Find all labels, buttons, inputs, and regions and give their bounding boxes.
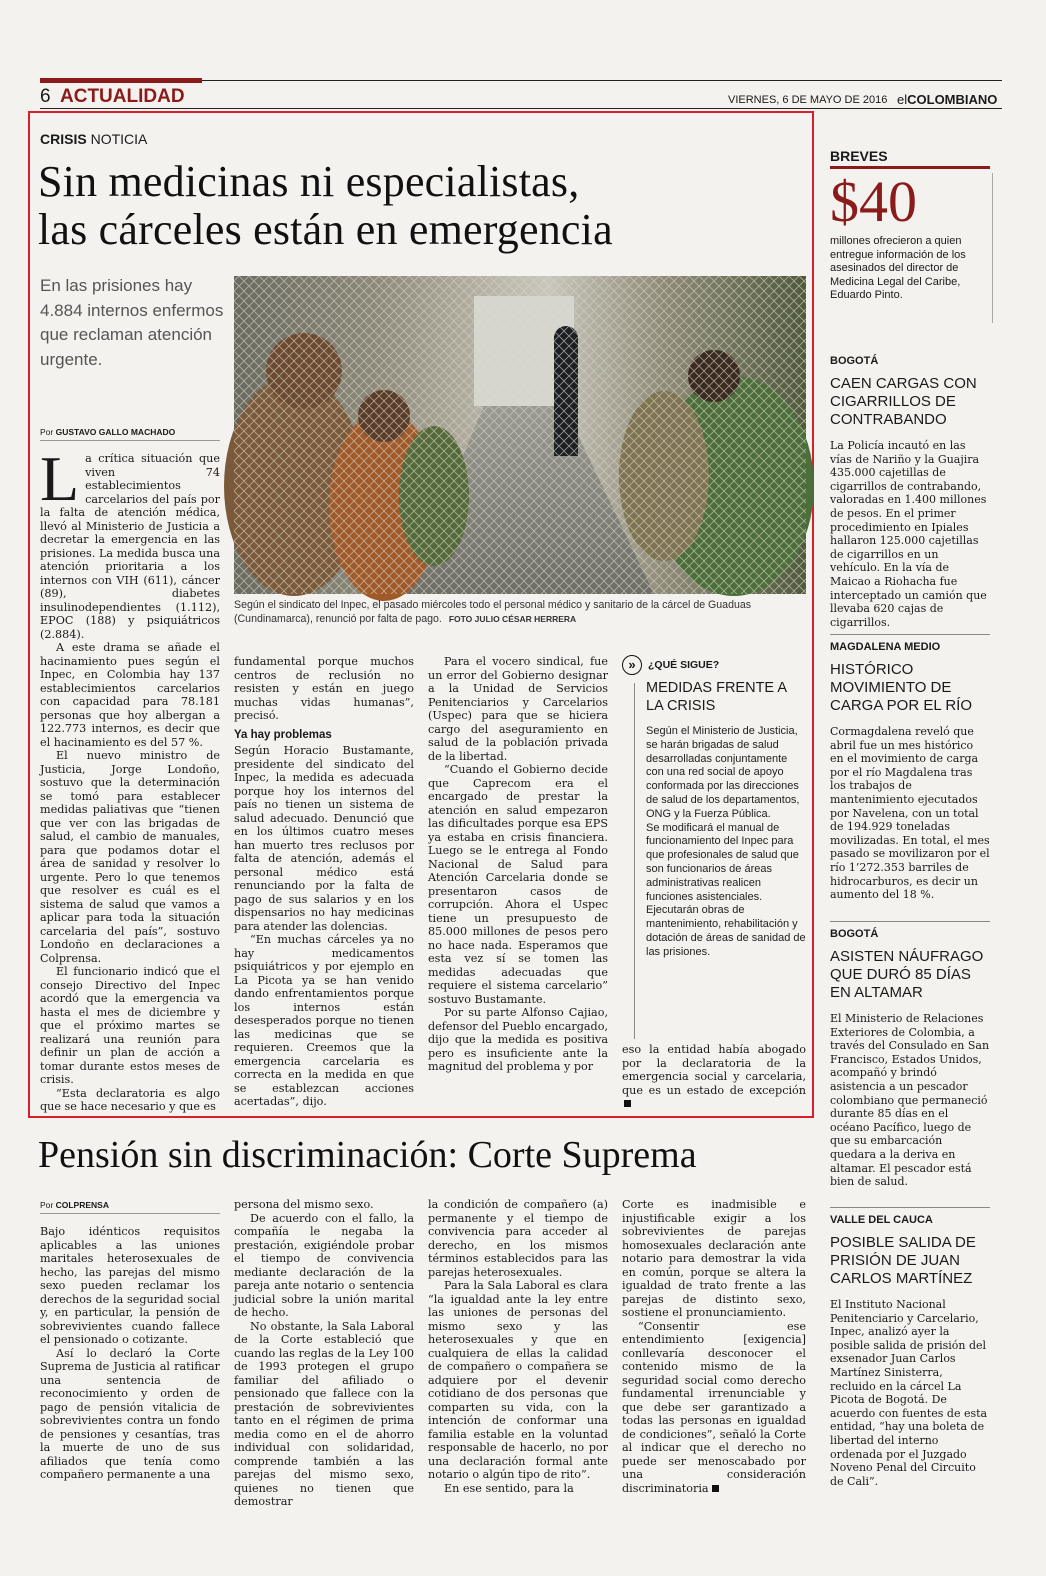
second-column-1 — [40, 1225, 220, 1500]
brief-4-title: POSIBLE SALIDA DE PRISIÓN DE JUAN CARLOS MARTÍNEZ — [830, 1234, 976, 1287]
main-col2-p3: “En muchas cárceles ya no hay medicamentos psiquiátricos y por ejemplo en La Picota ya se han venido dando enfrentamientos porque los internos están desesperados porque no tienen las medicinas que se requieren. Creemos que la emergencia carcelaria es correcta en la medida en que se establezcan acciones acertadas”, dijo. — [234, 933, 414, 1108]
main-headline — [38, 158, 613, 254]
header-top-rule — [202, 80, 1002, 81]
main-col2-p1: fundamental porque muchos centros de reclusión no resisten y están en juego muchas vidas humanas”, precisó. — [234, 655, 414, 722]
whats-next-body-1: Según el Ministerio de Justicia, se harán brigadas de salud desarrolladas conjuntamente con una red social de apoyo conformada por las direcciones de salud de los departamentos, ONG y la Fuerza Pública. — [646, 725, 800, 820]
second-byline — [40, 1200, 109, 1210]
main-column-3 — [428, 655, 608, 1100]
whats-next-body-3: Ejecutarán obras de mantenimiento, rehabilitación y dotación de áreas de sanidad de las prisiones. — [646, 904, 806, 958]
main-column-2 — [234, 655, 414, 1108]
headline-line-2: las cárceles están en emergencia — [38, 205, 613, 254]
brief-2-title: HISTÓRICO MOVIMIENTO DE CARGA POR EL RÍO — [830, 661, 972, 714]
main-col1-p4: El funcionario indicó que el consejo Directivo del Inpec acordó que la emergencia va hasta el mes de diciembre y que el próximo martes se realizará una reunión para definir un plan de acción a tomar durante estos meses de crisis. — [40, 965, 220, 1086]
briefs-vertical-rule — [992, 173, 993, 323]
main-col2-p2: Según Horacio Bustamante, presidente del sindicato del Inpec, la medida es adecuada porque hoy los internos del país no tienen un sistema de salud adecuado. Denunció que en los últimos cuatro meses han muerto tres reclusos por falta de atención, además el personal médico está renunciando por la falta de pago de sus salarios y en los dispensarios no hay medicinas para atender las dolencias. — [234, 744, 414, 933]
second-col2-p2: De acuerdo con el fallo, la compañía le negaba la prestación, exigiéndole probar el tiempo de convivencia mediante declaración de la pareja ante notario o sentencia judicial sobre la unión marital de hecho. — [234, 1211, 414, 1319]
main-subhead: Ya hay problemas — [234, 728, 332, 741]
brief-1-title: CAEN CARGAS CON CIGARRILLOS DE CONTRABANDO — [830, 375, 977, 428]
second-end-mark-icon — [712, 1485, 719, 1492]
brief-item-2 — [830, 641, 990, 902]
photo-credit: FOTO JULIO CÉSAR HERRERA — [448, 614, 577, 624]
double-chevron-icon: » — [622, 655, 642, 675]
brief-4-body: El Instituto Nacional Penitenciario y Carcelario, Inpec, analizó ayer la posible salida de prisión del exsenador Juan Carlos Martínez Sinisterra, recluido en la cárcel La Picota de Bogotá. De acuerdo con fuentes de esta entidad, “hay una boleta de libertad del interno ordenada por el Juzgado Noveno Penal del Circuito de Cali”. — [830, 1298, 988, 1488]
brief-1-body: La Policía incautó en las vías de Nariño y la Guajira 435.000 cajetillas de cigarrillos de contrabando, valoradas en 1.400 millones de pesos. En el primer procedimiento en Ipiales hallaron 125.000 cajetillas de cigarrillos en un vehículo. En la vía de Maicao a Riohacha fue interceptado un camión que llevaba 620 cajas de cigarrillos. — [830, 439, 987, 629]
main-col1-p3: El nuevo ministro de Justicia, Jorge Londoño, sostuvo que la determinación se tomó para establecer medidas paliativas que “tienen que ver con las brigadas de salud, el cambio de manuales, para que podamos dotar el área de sanidad y resolver lo urgente. Pero lo que tenemos que resolver es cuál es el sistema de salud que vamos a aplicar para toda la situación carcelaria del país”, sostuvo Londoño en declaraciones a Colprensa. — [40, 749, 220, 965]
drop-cap: L — [40, 443, 80, 514]
whats-next-label: ¿QUÉ SIGUE? — [648, 659, 720, 671]
newspaper-name — [897, 92, 997, 107]
second-col3-p1: la condición de compañero (a) permanente y el tiempo de convivencia para acceder al derecho, en los mismos términos establecidos para las parejas heterosexuales. — [428, 1198, 608, 1279]
newspaper-title: COLOMBIANO — [907, 92, 998, 107]
brief-3-body: El Ministerio de Relaciones Exteriores de Colombia, a través del Consulado en San Francisco, Estados Unidos, acompañó y brindó asistencia a un pescador colombiano que permaneció durante 85 días en el océano Pacífico, luego de que su embarcación quedara a la deriva en altamar. El pescador está bien de salud. — [830, 1012, 990, 1189]
brief-item-1 — [830, 355, 990, 629]
second-column-3 — [428, 1198, 608, 1500]
byline-name: GUSTAVO GALLO MACHADO — [55, 427, 176, 437]
main-col3-p3: Por su parte Alfonso Cajiao, defensor del Pueblo encargado, dijo que la medida es positiva pero es insuficiente ante la magnitud del problema y por — [428, 1006, 608, 1073]
whats-next-box — [622, 655, 806, 960]
kicker-light: NOTICIA — [90, 131, 148, 147]
byline-rule — [40, 440, 220, 441]
brief-3-category: BOGOTÁ — [830, 928, 879, 940]
main-col3-p1: Para el vocero sindical, fue un error del Gobierno designar a la Unidad de Servicios Penitenciarios y Carcelarios (Uspec) para que se hiciera cargo del aseguramiento en salud de la población privada de la libertad. — [428, 655, 608, 763]
kicker-bold: CRISIS — [40, 131, 87, 147]
deck: En las prisiones hay 4.884 internos enfermos que reclaman atención urgente. — [40, 276, 224, 369]
header-bottom-rule — [40, 108, 1002, 109]
second-headline: Pensión sin discriminación: Corte Suprema — [38, 1134, 697, 1176]
section-title: ACTUALIDAD — [60, 86, 185, 107]
headline-line-1: Sin medicinas ni especialistas, — [38, 157, 580, 206]
brief-4-category: VALLE DEL CAUCA — [830, 1214, 933, 1226]
issue-date: VIERNES, 6 DE MAYO DE 2016 — [728, 94, 888, 106]
briefs-label: BREVES — [830, 148, 888, 164]
page-number: 6 — [40, 86, 51, 107]
whats-next-body — [646, 725, 806, 960]
second-byline-name: COLPRENSA — [55, 1200, 109, 1210]
main-col4-end — [622, 1043, 806, 1111]
second-col4-p2-text: “Consentir ese entendimiento [exigencia] conllevaría desconocer el contenido mismo de la seguridad social como derecho fundamental irrenunciable y que debe ser garantizado a todas las personas en igualdad de condiciones”, señaló la Corte al indicar que el derecho no puede ser menoscabado por una consideración discriminatoria — [622, 1319, 806, 1495]
brief-item-3 — [830, 928, 990, 1189]
second-col4-p1: Corte es inadmisible e injustificable exigir a los sobrevivientes de parejas homosexuales declaración ante notario para demostrar la vida en común, porque se altera la igualdad de trato frente a las parejas de distinto sexo, sostiene el pronunciamiento. — [622, 1198, 806, 1319]
main-col1-p1-text: a crítica situación que viven 74 establecimientos carcelarios del país por la falta de atención médica, llevó al Ministerio de Justicia a decretar la emergencia en las prisiones. La medida busca una atención prioritaria a los internos con VIH (611), cáncer (89), diabetes insulinodependientes (1.112), EPOC (188) y psiquiátricos (2.884). — [40, 452, 220, 641]
main-col4-end-text: eso la entidad había abogado por la declaratoria de la emergencia social y carcelaria, que es un estado de excepción — [622, 1043, 806, 1097]
whats-next-body-2: Se modificará el manual de funcionamiento del Inpec para que profesionales de salud que son funcionarios de áreas administrativas realicen funciones asistenciales. — [646, 821, 799, 903]
second-col2-p3: No obstante, la Sala Laboral de la Corte estableció que cuando las reglas de la Ley 100 de 1993 protegen el grupo familiar del afiliado o pensionado que fallece con la prestación de sobrevivientes tanto en el régimen de prima media como en el de ahorro individual con solidaridad, comprende también a las parejas del mismo sexo, quienes no tienen que demostrar — [234, 1319, 414, 1508]
second-byline-prefix: Por — [40, 1200, 54, 1210]
second-col3-p2: Para la Sala Laboral es clara “la igualdad ante la ley entre las uniones de personas del mismo sexo y las heterosexuales y que en cualquiera de ellas la calidad de compañero o compañera se adquiere por el devenir cotidiano de dos personas que comparten su vida, con la intención de conformar una familia estable en la voluntad responsable de hacerlo, no por una declaración formal ante notario o algún tipo de rito”. — [428, 1279, 608, 1481]
main-column-1 — [40, 443, 220, 1113]
second-col4-p2 — [622, 1320, 806, 1496]
main-col1-p2: A este drama se añade el hacinamiento pues según el Inpec, en Colombia hay 137 establecimientos carcelarios con capacidad para 78.181 personas que hoy albergan a 122.773 internos, es decir que el hacinamiento es del 57 %. — [40, 641, 220, 749]
whats-next-title: MEDIDAS FRENTE A LA CRISIS — [646, 680, 787, 714]
main-col1-p5: “Esta declaratoria es algo que se hace necesario y que es — [40, 1086, 220, 1113]
brief-3-title: ASISTEN NÁUFRAGO QUE DURÓ 85 DÍAS EN ALTAMAR — [830, 948, 984, 1001]
photo-caption — [234, 598, 806, 626]
main-col3-p2: “Cuando el Gobierno decide que Caprecom era el encargado de prestar la atención en salud empezaron las dificultades porque esa EPS ya estaba en crisis financiera. Luego se le entrega al Fondo Nacional de Salud para Atención Carcelaria donde se presentaron casos de corrupción. Ahora el Uspec tiene un presupuesto de 85.000 millones de pesos pero no hace nada. Esperamos que esta vez sí se tomen las medidas adecuadas que requiere el sistema carcelario” sostuvo Bustamante. — [428, 763, 608, 1006]
brief-divider-1 — [830, 634, 990, 635]
prison-photo — [234, 276, 806, 594]
header-top-bar — [40, 78, 202, 83]
photo-illustration — [234, 276, 806, 594]
briefs-big-figure: $40 — [830, 169, 917, 234]
main-column-4-end — [622, 1043, 806, 1111]
newspaper-prefix: el — [897, 92, 908, 107]
kicker — [40, 131, 147, 147]
whats-next-side-rule — [634, 683, 635, 1039]
second-byline-rule — [40, 1213, 220, 1214]
second-col1-p1: Bajo idénticos requisitos aplicables a las uniones maritales heterosexuales de hecho, las parejas del mismo sexo pueden reclamar los derechos de la seguridad social y, en particular, la pensión de sobrevivientes cuando fallece el pensionado o cotizante. — [40, 1225, 220, 1346]
caption-text: Según el sindicato del Inpec, el pasado miércoles todo el personal médico y sanitario de la cárcel de Guaduas (Cundinamarca), renunció por falta de pago. — [234, 599, 752, 625]
briefs-sidebar — [830, 148, 990, 303]
second-col2-p1: persona del mismo sexo. — [234, 1198, 374, 1211]
second-col3-p3: En ese sentido, para la — [444, 1481, 574, 1495]
brief-2-body: Cormagdalena reveló que abril fue un mes histórico en el movimiento de carga por el río Magdalena tras los trabajos de mantenimiento ejecutados por Navelena, con un total de 194.929 toneladas movilizadas. En total, el mes pasado se movilizaron por el río 1’272.353 barriles de hidrocarburos, es decir un aumento del 18 %. — [830, 725, 990, 902]
byline — [40, 427, 175, 437]
second-column-4 — [622, 1198, 806, 1500]
brief-1-category: BOGOTÁ — [830, 355, 879, 367]
main-col1-p1 — [40, 443, 220, 641]
brief-item-4 — [830, 1214, 990, 1488]
brief-divider-3 — [830, 1207, 990, 1208]
second-col1-p2: Así lo declaró la Corte Suprema de Justicia al ratificar una sentencia de reconocimiento y orden de pago de pensión vitalicia de sobrevivientes contra un fondo de pensiones y cesantías, tras la muerte de uno de sus afiliados que tenía como compañero permanente a una — [40, 1346, 220, 1481]
byline-prefix: Por — [40, 427, 54, 437]
second-column-2 — [234, 1198, 414, 1508]
end-mark-icon — [624, 1100, 631, 1107]
brief-2-category: MAGDALENA MEDIO — [830, 641, 941, 653]
brief-divider-2 — [830, 921, 990, 922]
briefs-big-text: millones ofrecieron a quien entregue información de los asesinados del director de Medicina Legal del Caribe, Eduardo Pinto. — [830, 235, 966, 302]
whats-next-label-row — [622, 655, 806, 675]
